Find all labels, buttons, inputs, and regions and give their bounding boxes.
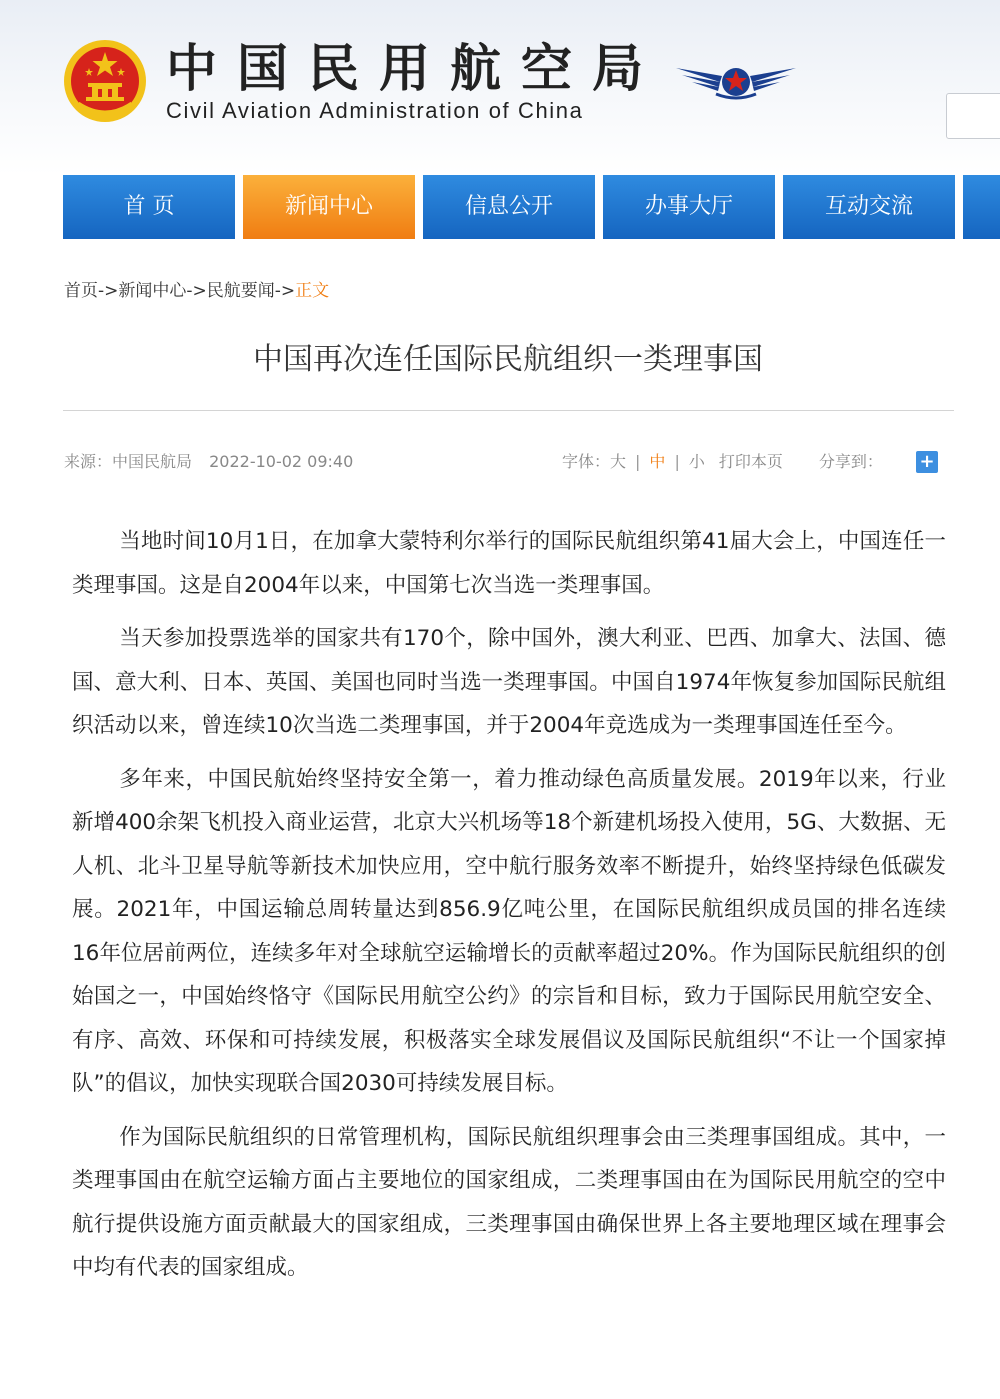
caac-wings-logo-icon [672, 58, 800, 102]
breadcrumb-section[interactable]: 民航要闻 [206, 281, 275, 301]
article-date: 2022-10-02 09:40 [209, 452, 354, 471]
national-emblem-icon [62, 38, 148, 124]
article-meta [64, 450, 353, 474]
article-source: 来源：中国民航局 [64, 452, 193, 471]
org-name-cn: 中国民用航空局 [166, 40, 664, 99]
nav-item-info-disclosure[interactable]: 信息公开 [423, 175, 595, 239]
main-nav [0, 175, 1000, 239]
breadcrumb-separator: -> [186, 281, 207, 301]
font-size-large[interactable]: 大 [610, 452, 627, 471]
print-page-link[interactable]: 打印本页 [718, 452, 783, 471]
breadcrumb-news[interactable]: 新闻中心 [118, 281, 187, 301]
breadcrumb-separator: -> [274, 281, 296, 301]
article-body [72, 520, 946, 1300]
article-title: 中国再次连任国际民航组织一类理事国 [253, 342, 763, 377]
article-paragraph: 作为国际民航组织的日常管理机构，国际民航组织理事会由三类理事国组成。其中，一类理事国由在航空运输方面占主要地位的国家组成，二类理事国由在为国际民用航空的空中航行提供设施方面贡献最大的国家组成，三类理事国由确保世界上各主要地理区域在理事会中均有代表的国家组成。 [72, 1124, 946, 1280]
share-label: 分享到： [818, 452, 883, 471]
divider: | [635, 452, 641, 471]
plus-icon[interactable]: + [916, 451, 938, 473]
breadcrumb-current: 正文 [295, 281, 330, 301]
org-name-en: Civil Aviation Administration of China [166, 98, 584, 123]
article-paragraph: 当地时间10月1日，在加拿大蒙特利尔举行的国际民航组织第41届大会上，中国连任一类理事国。这是自2004年以来，中国第七次当选一类理事国。 [72, 529, 946, 598]
font-size-label: 字体： [562, 452, 611, 471]
article-paragraph: 多年来，中国民航始终坚持安全第一，着力推动绿色高质量发展。2019年以来，行业新增400余架飞机投入商业运营，北京大兴机场等18个新建机场投入使用，5G、大数据、无人机、北斗卫星导航等新技术加快应用，空中航行服务效率不断提升，始终坚持绿色低碳发展。2021年，中国运输总周转量达到856.9亿吨公里，在国际民航组织成员国的排名连续16年位居前两位，连续多年对全球航空运输增长的贡献率超过20%。作为国际民航组织的创始国之一，中国始终恪守《国际民用航空公约》的宗旨和目标，致力于国际民用航空安全、有序、高效、环保和可持续发展，积极落实全球发展倡议及国际民航组织“不让一个国家掉队”的倡议，加快实现联合国2030可持续发展目标。 [72, 766, 946, 1096]
font-size-small[interactable]: 小 [688, 452, 705, 471]
breadcrumb [64, 278, 329, 304]
title-divider [63, 410, 954, 411]
nav-item-news-center[interactable]: 新闻中心 [243, 175, 415, 239]
breadcrumb-separator: -> [98, 281, 119, 301]
search-input[interactable] [946, 93, 1000, 139]
nav-item-more[interactable] [963, 175, 1000, 239]
font-size-medium[interactable]: 中 [649, 452, 666, 471]
article-paragraph: 当天参加投票选举的国家共有170个，除中国外，澳大利亚、巴西、加拿大、法国、德国、意大利、日本、英国、美国也同时当选一类理事国。中国自1974年恢复参加国际民航组织活动以来，曾连续10次当选二类理事国，并于2004年竞选成为一类理事国连任至今。 [72, 626, 946, 738]
site-header [0, 0, 1000, 175]
divider: | [674, 452, 680, 471]
nav-item-interaction[interactable]: 互动交流 [783, 175, 955, 239]
nav-item-home[interactable]: 首 页 [63, 175, 235, 239]
article-tools [562, 450, 883, 474]
nav-item-service-hall[interactable]: 办事大厅 [603, 175, 775, 239]
breadcrumb-home[interactable]: 首页 [64, 281, 98, 301]
